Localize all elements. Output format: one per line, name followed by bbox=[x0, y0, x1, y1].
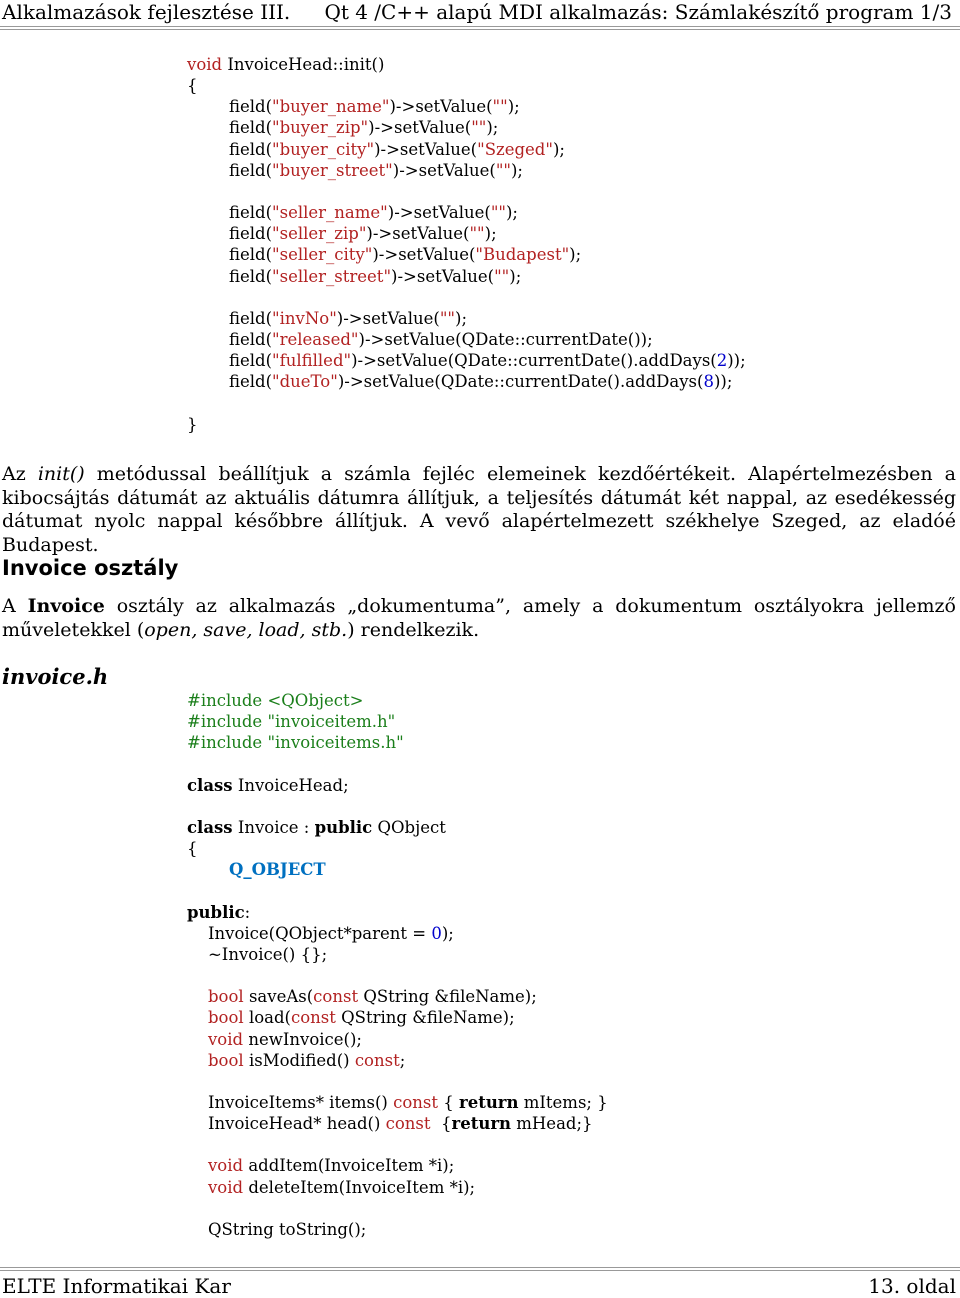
code-token: 0 bbox=[431, 923, 442, 943]
paragraph-invoice-description bbox=[2, 595, 956, 642]
code-line bbox=[187, 414, 746, 435]
code-token: const bbox=[313, 987, 359, 1007]
code-line bbox=[187, 75, 746, 96]
footer-divider-2 bbox=[0, 1270, 960, 1271]
code-line bbox=[187, 796, 608, 817]
code-token: "seller_zip" bbox=[272, 224, 367, 244]
code-token: 2 bbox=[716, 351, 728, 371]
code-token: )->setValue( bbox=[366, 224, 470, 244]
code-token: "released" bbox=[272, 330, 359, 350]
code-token: field( bbox=[187, 330, 273, 350]
code-token: QObject bbox=[372, 817, 446, 837]
footer-institution: ELTE Informatikai Kar bbox=[2, 1274, 231, 1298]
code-token: { bbox=[438, 1092, 459, 1112]
header-divider-2 bbox=[0, 29, 960, 30]
code-token: "Szeged" bbox=[477, 139, 553, 159]
code-line bbox=[187, 117, 746, 138]
code-token: Q_OBJECT bbox=[228, 860, 326, 880]
code-token: void bbox=[207, 1177, 244, 1197]
code-token: QString toString(); bbox=[187, 1219, 367, 1239]
code-token: #include "invoiceitem.h" bbox=[187, 712, 396, 732]
code-line bbox=[187, 393, 746, 414]
code-block-init bbox=[187, 54, 746, 435]
code-line bbox=[187, 986, 608, 1007]
code-token: field( bbox=[187, 118, 273, 138]
code-token: )->setValue( bbox=[392, 160, 496, 180]
code-token: ~Invoice() {}; bbox=[187, 944, 328, 964]
code-token: InvoiceItems* items() bbox=[187, 1092, 394, 1112]
code-line bbox=[187, 54, 746, 75]
code-line bbox=[187, 838, 608, 859]
text-run: ) rendelkezik. bbox=[347, 618, 480, 641]
code-token bbox=[187, 987, 208, 1006]
code-token: return bbox=[451, 1114, 512, 1134]
page-header bbox=[0, 0, 960, 26]
code-token: "" bbox=[439, 308, 456, 328]
file-heading: invoice.h bbox=[2, 664, 109, 689]
code-line bbox=[187, 160, 746, 181]
code-token: InvoiceHead::init() bbox=[222, 55, 385, 74]
text-run: Az bbox=[2, 463, 38, 485]
header-divider bbox=[0, 26, 960, 27]
code-token: "seller_name" bbox=[272, 203, 388, 223]
text-run: A bbox=[2, 595, 28, 617]
code-token bbox=[187, 1156, 208, 1175]
code-line bbox=[187, 329, 746, 350]
header-course-title: Alkalmazások fejlesztése III. bbox=[2, 0, 291, 24]
code-token: "seller_street" bbox=[272, 266, 392, 286]
code-token: ); bbox=[484, 224, 497, 244]
code-token: public bbox=[187, 902, 245, 922]
code-token: ); bbox=[569, 245, 582, 265]
code-token: ); bbox=[455, 308, 468, 328]
code-token: void bbox=[187, 55, 223, 74]
code-line bbox=[187, 902, 608, 923]
code-token: field( bbox=[187, 203, 273, 223]
code-line bbox=[187, 1071, 608, 1092]
code-token: : bbox=[244, 902, 251, 922]
code-token: Invoice(QObject*parent = bbox=[187, 923, 432, 943]
footer-divider bbox=[0, 1267, 960, 1268]
code-token: "" bbox=[492, 97, 508, 117]
code-token: deleteItem(InvoiceItem *i); bbox=[243, 1177, 476, 1197]
code-line bbox=[187, 711, 608, 732]
code-token: "buyer_name" bbox=[272, 97, 390, 117]
code-line bbox=[187, 308, 746, 329]
code-token: QString &fileName); bbox=[358, 987, 537, 1007]
code-token: const bbox=[354, 1050, 400, 1070]
code-token: field( bbox=[187, 97, 273, 117]
code-token: "fulfilled" bbox=[272, 351, 352, 371]
code-token: "" bbox=[471, 118, 487, 138]
code-token: )); bbox=[727, 351, 746, 371]
code-token: 8 bbox=[703, 372, 714, 392]
code-token: "buyer_street" bbox=[272, 160, 393, 180]
text-run: Invoice bbox=[27, 595, 105, 617]
code-line bbox=[187, 690, 608, 711]
code-line bbox=[187, 817, 608, 838]
code-token: field( bbox=[187, 351, 273, 371]
code-token: newInvoice(); bbox=[243, 1029, 362, 1049]
code-token: )->setValue( bbox=[368, 118, 472, 138]
code-line bbox=[187, 944, 608, 965]
code-token: "" bbox=[469, 224, 485, 244]
code-block-invoice-h bbox=[187, 690, 608, 1240]
code-token: mHead;} bbox=[511, 1114, 593, 1134]
code-line bbox=[187, 753, 608, 774]
code-token: field( bbox=[187, 308, 273, 328]
code-token: { bbox=[430, 1114, 452, 1134]
code-token: saveAs( bbox=[243, 987, 314, 1007]
code-line bbox=[187, 223, 746, 244]
code-token: field( bbox=[187, 160, 273, 180]
code-line bbox=[187, 266, 746, 287]
code-line bbox=[187, 965, 608, 986]
code-token: void bbox=[207, 1156, 244, 1176]
code-token: ); bbox=[506, 203, 518, 223]
code-token: "invNo" bbox=[272, 308, 337, 328]
code-token: )->setValue(QDate::currentDate().addDays( bbox=[351, 351, 717, 371]
code-token: addItem(InvoiceItem *i); bbox=[243, 1156, 455, 1176]
code-token: mItems; } bbox=[518, 1092, 608, 1112]
code-token: ); bbox=[511, 160, 523, 180]
code-token: field( bbox=[187, 372, 273, 392]
code-token: field( bbox=[187, 224, 273, 244]
section-heading: Invoice osztály bbox=[2, 556, 179, 580]
code-token: ); bbox=[552, 139, 565, 159]
code-token: field( bbox=[187, 266, 273, 286]
code-line bbox=[187, 732, 608, 753]
code-token: field( bbox=[187, 245, 273, 265]
code-token: isModified() bbox=[243, 1050, 355, 1070]
code-token: )->setValue(QDate::currentDate().addDays( bbox=[337, 372, 704, 392]
code-line bbox=[187, 859, 608, 880]
code-line bbox=[187, 923, 608, 944]
code-line bbox=[187, 1050, 608, 1071]
code-line bbox=[187, 1198, 608, 1219]
code-line bbox=[187, 880, 608, 901]
code-line bbox=[187, 244, 746, 265]
code-line bbox=[187, 181, 746, 202]
code-token: )->setValue( bbox=[374, 139, 478, 159]
code-token: public bbox=[314, 817, 373, 837]
code-token: void bbox=[207, 1029, 244, 1049]
code-token: InvoiceHead; bbox=[232, 775, 349, 795]
text-run: init() bbox=[37, 463, 85, 485]
code-token: "buyer_city" bbox=[272, 139, 375, 159]
code-token: class bbox=[187, 817, 233, 837]
code-token: )->setValue( bbox=[387, 203, 491, 223]
code-line bbox=[187, 96, 746, 117]
code-token: "buyer_zip" bbox=[272, 118, 369, 138]
code-token bbox=[187, 860, 229, 879]
code-token: "" bbox=[495, 160, 511, 180]
code-line bbox=[187, 1007, 608, 1028]
code-token: "" bbox=[490, 203, 506, 223]
code-token: )->setValue(QDate::currentDate()); bbox=[358, 330, 653, 350]
code-line bbox=[187, 1134, 608, 1155]
code-token: )->setValue( bbox=[336, 308, 440, 328]
code-token: const bbox=[291, 1008, 336, 1028]
code-token: )->setValue( bbox=[372, 245, 476, 265]
code-token: "Budapest" bbox=[475, 245, 570, 265]
code-token: load( bbox=[243, 1008, 291, 1028]
code-line bbox=[187, 371, 746, 392]
code-token: )); bbox=[713, 372, 733, 392]
text-run: metódussal beállítjuk a számla fejléc elemeinek kezdőértékeit. Alapértelmezésben a kibocsájtás dátumát az aktuális dátumra állítjuk, a teljesítés dátumát két nappal, az esedékesség dátumat nyolc nappal későbbre állítjuk. A vevő alapértelmezett székhelye Szeged, az eladóé Budapest. bbox=[2, 463, 956, 556]
code-token: field( bbox=[187, 139, 273, 159]
code-token: return bbox=[459, 1092, 519, 1112]
code-token: Invoice : bbox=[232, 817, 315, 837]
code-token: ); bbox=[486, 118, 499, 138]
code-token: ); bbox=[441, 923, 454, 943]
code-line bbox=[187, 1155, 608, 1176]
header-document-title: Qt 4 /C++ alapú MDI alkalmazás: Számlakészítő program 1/3 bbox=[324, 0, 952, 24]
code-token: #include "invoiceitems.h" bbox=[187, 733, 404, 753]
code-token: QString &fileName); bbox=[335, 1008, 515, 1028]
text-run: osztály az alkalmazás „dokumentuma”, amely a dokumentum osztályokra jellemző műveletekkel ( bbox=[2, 595, 956, 641]
code-token: bool bbox=[207, 1050, 244, 1070]
code-line bbox=[187, 350, 746, 371]
code-token bbox=[187, 1008, 208, 1027]
code-token: const bbox=[385, 1114, 431, 1134]
code-token: class bbox=[187, 775, 233, 795]
code-token: )->setValue( bbox=[391, 266, 495, 286]
code-line bbox=[187, 1029, 608, 1050]
code-token: ); bbox=[507, 97, 520, 117]
code-token: bool bbox=[207, 987, 244, 1007]
code-token bbox=[187, 1178, 208, 1197]
code-token: const bbox=[393, 1092, 438, 1112]
code-token: "dueTo" bbox=[272, 372, 338, 392]
code-token: )->setValue( bbox=[389, 97, 493, 117]
code-token: "seller_city" bbox=[272, 245, 373, 265]
text-run: open, save, load, stb. bbox=[144, 618, 348, 641]
code-token: { bbox=[187, 76, 198, 96]
code-token: } bbox=[187, 414, 198, 434]
code-token: ); bbox=[509, 266, 522, 286]
code-line bbox=[187, 1113, 608, 1134]
code-token: bool bbox=[207, 1008, 244, 1028]
code-line bbox=[187, 287, 746, 308]
code-line bbox=[187, 1092, 608, 1113]
paragraph-init-description bbox=[2, 463, 956, 557]
code-line bbox=[187, 139, 746, 160]
page-footer bbox=[0, 1274, 960, 1296]
code-line bbox=[187, 1177, 608, 1198]
code-token: "" bbox=[494, 266, 510, 286]
code-token bbox=[187, 1051, 208, 1070]
code-token: #include <QObject> bbox=[187, 691, 364, 710]
code-token: { bbox=[187, 839, 198, 859]
code-token bbox=[187, 1030, 208, 1049]
footer-page-number: 13. oldal bbox=[868, 1274, 956, 1298]
code-line bbox=[187, 775, 608, 796]
code-line bbox=[187, 202, 746, 223]
code-token: ; bbox=[399, 1050, 406, 1070]
code-token: InvoiceHead* head() bbox=[187, 1114, 386, 1134]
code-line bbox=[187, 1219, 608, 1240]
